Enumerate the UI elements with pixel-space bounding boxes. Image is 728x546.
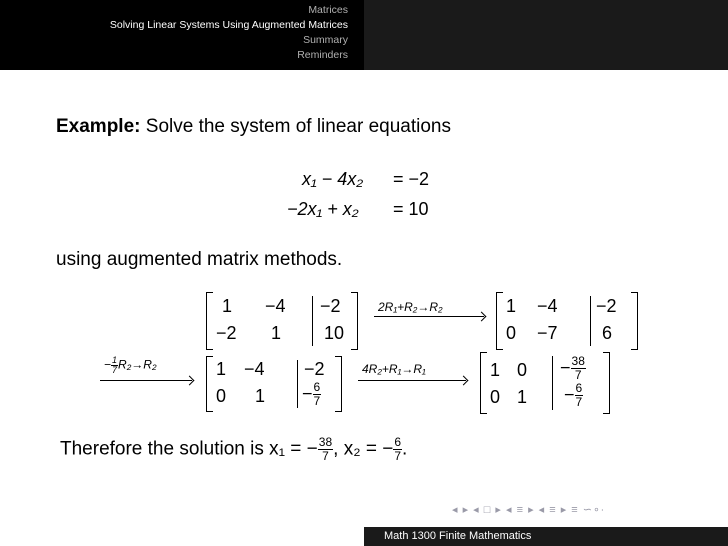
row-op-2-sign: − [104, 357, 112, 372]
solution-f1-den: 7 [322, 449, 329, 463]
beamer-navigation-icons[interactable]: ◂ ▸ ◂ □ ▸ ◂ ≡ ▸ ◂ ≡ ▸ ≡ ∽∘∙ [452, 504, 605, 516]
matrix-1-cell: 1 [271, 323, 282, 343]
row-op-2-rest: R₂→R₂ [118, 357, 157, 372]
matrix-4-num-2: 6 [575, 381, 583, 395]
solution-mid: , x₂ = − [333, 438, 394, 460]
matrix-2-cell: 0 [506, 323, 517, 343]
matrix-2-cell: −4 [537, 296, 558, 316]
row-op-1-arrow [374, 316, 484, 317]
matrix-1-cell: 1 [222, 296, 233, 316]
matrix-3-cell: 0 [216, 386, 227, 406]
matrix-4-num-1: 38 [571, 354, 585, 368]
equation-2-rhs: = 10 [393, 199, 429, 219]
matrix-1-cell: −4 [265, 296, 286, 316]
matrix-4-cell: 1 [517, 387, 528, 407]
solution-prefix: Therefore the solution is x₁ = − [60, 438, 318, 460]
matrix-3-num: 6 [313, 380, 321, 394]
solution-f2-num: 6 [394, 435, 402, 449]
matrix-4-cell [564, 382, 583, 409]
matrix-2-cell: −7 [537, 323, 558, 343]
header-left-panel [0, 0, 364, 70]
matrix-3-cell: −2 [304, 359, 325, 379]
example-statement [56, 116, 451, 138]
solution-end: . [402, 438, 408, 460]
matrix-1-cell: 10 [324, 323, 345, 343]
equation-1-rhs: = −2 [393, 169, 430, 189]
matrix-1-cell: −2 [216, 323, 237, 343]
matrix-4-cell: 1 [490, 360, 501, 380]
matrix-3-cell [302, 381, 321, 408]
matrix-3-cell: 1 [216, 359, 227, 379]
matrix-2-cell: −2 [596, 296, 617, 316]
matrix-3-fraction [313, 381, 322, 408]
matrix-4-cell: 0 [490, 387, 501, 407]
example-label: Example: [56, 116, 141, 137]
nav-summary[interactable]: Summary [303, 34, 348, 46]
using-text: using augmented matrix methods. [56, 249, 343, 270]
row-op-2-den: 7 [112, 365, 118, 375]
matrix-4-den-2: 7 [575, 395, 583, 409]
footer-title: Math 1300 Finite Mathematics [384, 530, 532, 542]
row-op-2-label [104, 356, 157, 375]
solution-f2-den: 7 [394, 449, 402, 463]
equation-1-lhs: x₁ − 4x₂ [302, 169, 364, 189]
matrix-4-fraction-2 [575, 382, 584, 409]
matrix-2-separator [590, 296, 591, 346]
solution-fraction-2 [393, 436, 402, 463]
matrix-4-sign-2: − [564, 384, 575, 405]
matrix-4-fraction-1 [571, 355, 586, 382]
header-bar [0, 0, 728, 70]
matrix-4-sign-1: − [560, 357, 571, 378]
matrix-4-den-1: 7 [574, 368, 582, 382]
matrix-4-cell [560, 355, 586, 382]
row-op-3-label: 4R₂+R₁→R₁ [362, 362, 426, 376]
nav-matrices[interactable]: Matrices [308, 4, 348, 16]
matrix-4-cell: 0 [517, 360, 528, 380]
matrix-2-cell: 1 [506, 296, 517, 316]
solution-fraction-1 [318, 436, 333, 463]
solution-f1-num: 38 [318, 435, 333, 449]
equation-2-lhs: −2x₁ + x₂ [287, 199, 359, 219]
row-op-2-fraction [111, 356, 118, 375]
matrix-1-cell: −2 [320, 296, 341, 316]
matrix-4-separator [552, 356, 553, 410]
solution-statement [60, 436, 407, 463]
matrix-3-sign: − [302, 383, 313, 404]
example-text: Solve the system of linear equations [145, 116, 451, 137]
matrix-3-cell: −4 [244, 359, 265, 379]
row-op-2-arrow [100, 380, 192, 381]
matrix-3-den: 7 [313, 394, 321, 408]
matrix-2-cell: 6 [602, 323, 613, 343]
nav-reminders[interactable]: Reminders [297, 49, 348, 61]
nav-solving-linear-systems[interactable]: Solving Linear Systems Using Augmented Matrices [109, 19, 348, 31]
matrix-1-separator [312, 296, 313, 346]
matrix-3-cell: 1 [255, 386, 266, 406]
matrix-2-brackets [496, 292, 638, 350]
row-op-1-label: 2R₁+R₂→R₂ [378, 300, 443, 314]
header-right-panel [364, 0, 728, 70]
matrix-3-separator [297, 360, 298, 408]
footer-bar [364, 527, 728, 546]
row-op-3-arrow [358, 380, 466, 381]
row-op-2-num: 1 [112, 355, 118, 365]
